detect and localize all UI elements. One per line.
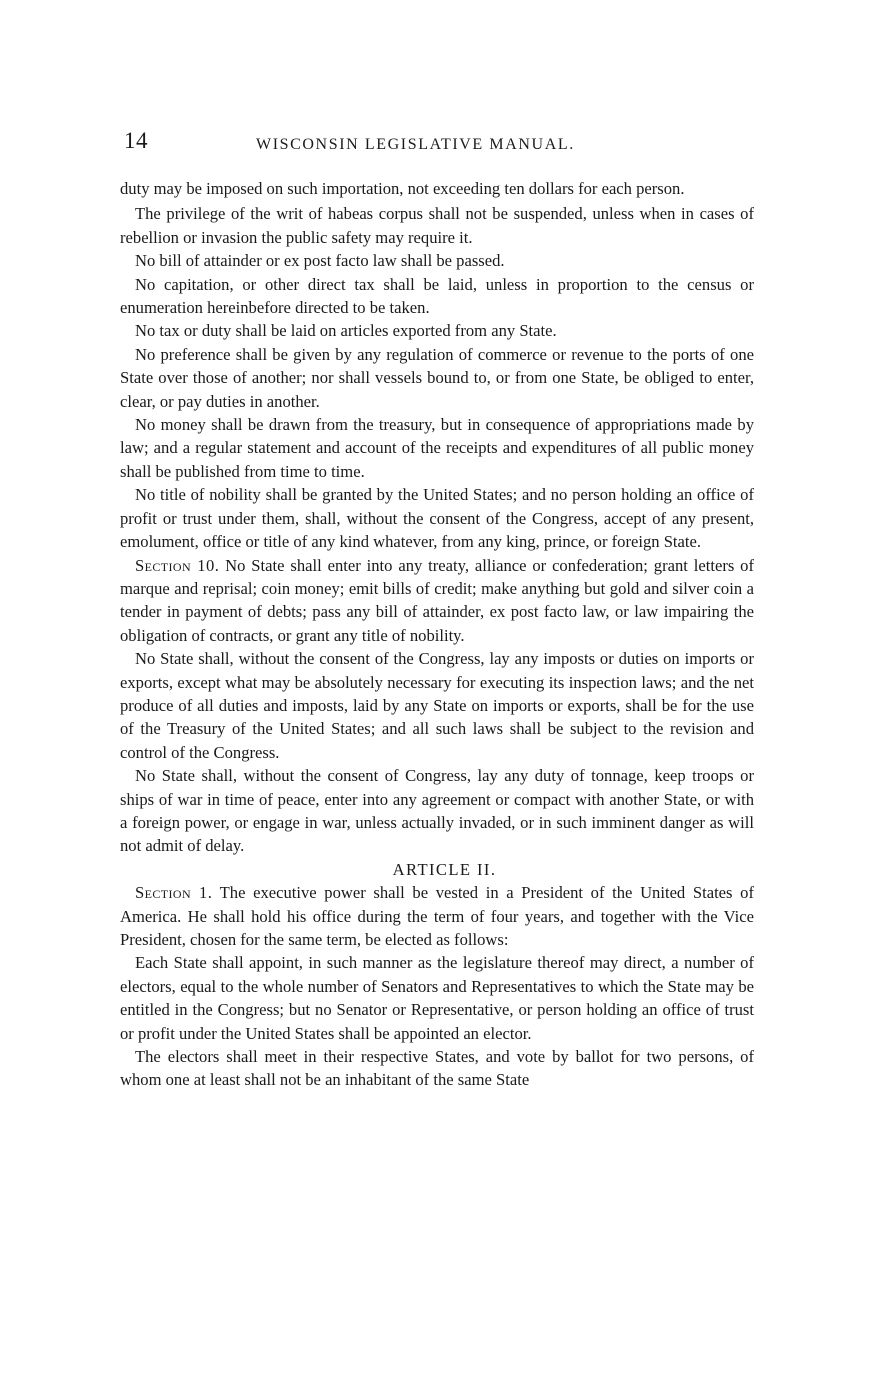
paragraph-electors-meeting: The electors shall meet in their respective States, and vote by ballot for two persons, of whom one at least shall not be an inhabitant of the same State	[120, 1047, 754, 1090]
paragraph-imposts: No State shall, without the consent of the Congress, lay any imposts or duties on imports or exports, except what may be absolutely necessary for executing its inspection laws; and the net produce of all duties and imposts, laid by any State on imports or exports, shall be for the use of the Treasury of the United States; and all such laws shall be subject to the revision and control of the Congress.	[120, 649, 754, 762]
paragraph-nobility: No title of nobility shall be granted by the United States; and no person holding an office of profit or trust under them, shall, without the consent of the Congress, accept of any present, emolument, office or title of any kind whatever, from any king, prince, or foreign State.	[120, 485, 754, 552]
section-label: Section 1.	[135, 883, 213, 903]
section-text: No State shall enter into any treaty, alliance or confederation; grant letters of marque and reprisal; coin money; emit bills of credit; make anything but gold and silver coin a tender in payment of debts; pass any bill of attainder, ex post facto law, or law impairing the obligation of contracts, or grant any title of nobility.	[120, 555, 755, 645]
page-number: 14	[124, 128, 148, 153]
page-body	[120, 177, 754, 1092]
running-head: WISCONSIN LEGISLATIVE MANUAL.	[256, 136, 575, 153]
section-text: The executive power shall be vested in a President of the United States of America. He shall hold his office during the term of four years, and together with the Vice President, chosen for the same term, be elected as follows:	[120, 883, 754, 949]
paragraph-tonnage: No State shall, without the consent of Congress, lay any duty of tonnage, keep troops or ships of war in time of peace, enter into any agreement or compact with another State, or with a foreign power, or engage in war, unless actually invaded, or in such imminent danger as will not admit of delay.	[120, 766, 754, 856]
paragraph-section-10	[120, 554, 754, 648]
paragraph-capitation-tax: No capitation, or other direct tax shall be laid, unless in proportion to the census or enumeration hereinbefore directed to be taken.	[120, 274, 754, 318]
paragraph-bill-of-attainder: No bill of attainder or ex post facto law shall be passed.	[135, 251, 505, 271]
paragraph-article-2-section-1	[120, 881, 754, 951]
paragraph-habeas-corpus: The privilege of the writ of habeas corpus shall not be suspended, unless when in cases of rebellion or invasion the public safety may require it.	[120, 204, 754, 247]
paragraph-continuation: duty may be imposed on such importation, not exceeding ten dollars for each person.	[120, 179, 685, 198]
article-heading: ARTICLE II.	[392, 859, 497, 879]
paragraph-electors-appointment: Each State shall appoint, in such manner as the legislature thereof may direct, a number of electors, equal to the whole number of Senators and Representatives to which the State may be entitled in the Congress; but no Senator or Representative, or person holding an office of trust or profit under the United States shall be appointed an elector.	[120, 953, 754, 1043]
page-header	[124, 128, 754, 162]
section-label: Section 10.	[135, 555, 220, 575]
paragraph-export-tax: No tax or duty shall be laid on articles exported from any State.	[135, 321, 557, 341]
paragraph-commerce-preference: No preference shall be given by any regulation of commerce or revenue to the ports of one State over those of another; nor shall vessels bound to, or from one State, be obliged to enter, clear, or pay duties in another.	[120, 344, 754, 411]
paragraph-treasury: No money shall be drawn from the treasury, but in consequence of appropriations made by law; and a regular statement and account of the receipts and expenditures of all public money shall be published from time to time.	[120, 415, 754, 481]
